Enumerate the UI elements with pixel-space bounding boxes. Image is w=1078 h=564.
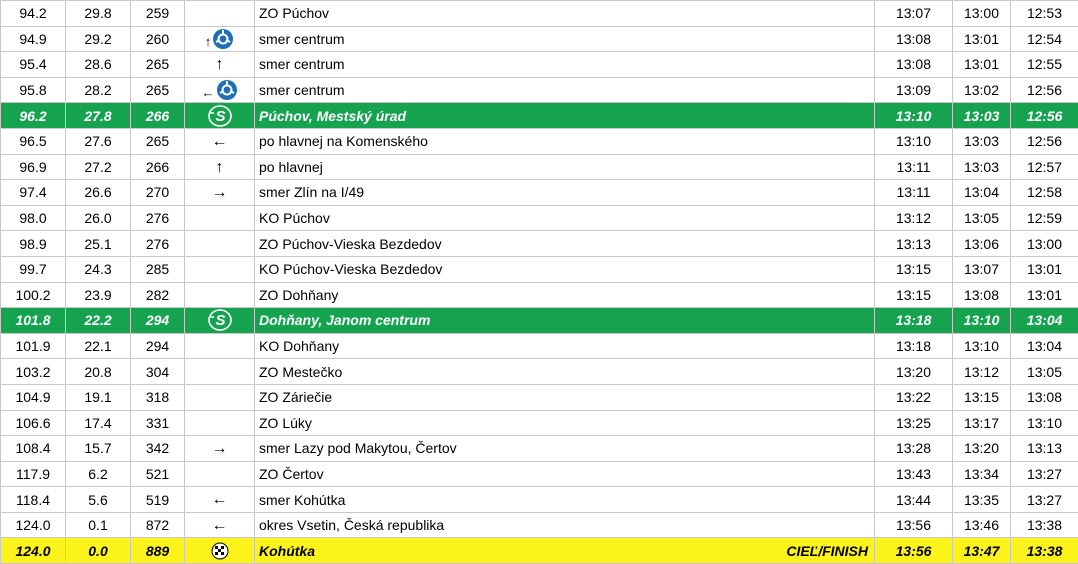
- km-cell: 95.4: [1, 52, 66, 78]
- description-text: ZO Lúky: [259, 415, 312, 431]
- description-cell: [255, 410, 875, 436]
- time-fast-cell: 13:22: [875, 384, 953, 410]
- time-slow-cell: 13:10: [1011, 410, 1078, 436]
- time-fast-cell: 13:08: [875, 26, 953, 52]
- time-fast-cell: 13:43: [875, 461, 953, 487]
- time-slow-cell: 12:56: [1011, 103, 1078, 129]
- description-text: smer centrum: [259, 82, 345, 98]
- time-slow-cell: 13:04: [1011, 333, 1078, 359]
- km-cell: 94.9: [1, 26, 66, 52]
- roundabout-left-icon: ←: [202, 79, 238, 101]
- time-fast-cell: 13:56: [875, 512, 953, 538]
- time-fast-cell: 13:15: [875, 256, 953, 282]
- altitude-cell: 519: [131, 487, 185, 513]
- description-text: ZO Čertov: [259, 466, 324, 482]
- description-cell: [255, 26, 875, 52]
- km-cell: 100.2: [1, 282, 66, 308]
- finish-flag-icon: [211, 542, 229, 560]
- altitude-cell: 260: [131, 26, 185, 52]
- remaining-km-cell: 27.2: [66, 154, 131, 180]
- direction-cell: [185, 180, 255, 206]
- time-medium-cell: 13:20: [953, 436, 1011, 462]
- remaining-km-cell: 22.1: [66, 333, 131, 359]
- km-cell: 117.9: [1, 461, 66, 487]
- description-text: ZO Záriečie: [259, 389, 332, 405]
- arrow-left-icon: ←: [212, 491, 228, 508]
- description-cell: [255, 180, 875, 206]
- remaining-km-cell: 24.3: [66, 256, 131, 282]
- altitude-cell: 266: [131, 154, 185, 180]
- description-cell: [255, 282, 875, 308]
- table-row: [1, 205, 1078, 231]
- description-text: KO Dohňany: [259, 338, 339, 354]
- table-row: [1, 26, 1078, 52]
- direction-cell: [185, 487, 255, 513]
- direction-cell: [185, 282, 255, 308]
- remaining-km-cell: 6.2: [66, 461, 131, 487]
- description-text: smer Lazy pod Makytou, Čertov: [259, 440, 457, 456]
- altitude-cell: 276: [131, 231, 185, 257]
- time-fast-cell: 13:07: [875, 1, 953, 27]
- remaining-km-cell: 0.0: [66, 538, 131, 564]
- time-fast-cell: 13:15: [875, 282, 953, 308]
- km-cell: 118.4: [1, 487, 66, 513]
- time-fast-cell: 13:11: [875, 180, 953, 206]
- remaining-km-cell: 27.8: [66, 103, 131, 129]
- remaining-km-cell: 29.8: [66, 1, 131, 27]
- time-slow-cell: 13:38: [1011, 512, 1078, 538]
- description-cell: [255, 128, 875, 154]
- remaining-km-cell: 17.4: [66, 410, 131, 436]
- description-text: ZO Púchov-Vieska Bezdedov: [259, 236, 442, 252]
- description-cell: [255, 359, 875, 385]
- time-medium-cell: 13:03: [953, 103, 1011, 129]
- checkpoint-s-icon: [207, 105, 233, 127]
- description-text: smer Kohútka: [259, 492, 345, 508]
- time-medium-cell: 13:10: [953, 333, 1011, 359]
- description-text: Púchov, Mestský úrad: [259, 108, 406, 124]
- description-text: Dohňany, Janom centrum: [259, 312, 430, 328]
- km-cell: 104.9: [1, 384, 66, 410]
- altitude-cell: 266: [131, 103, 185, 129]
- time-slow-cell: 13:01: [1011, 256, 1078, 282]
- table-row: [1, 282, 1078, 308]
- time-fast-cell: 13:28: [875, 436, 953, 462]
- direction-cell: [185, 512, 255, 538]
- table-row: [1, 359, 1078, 385]
- altitude-cell: 270: [131, 180, 185, 206]
- altitude-cell: 265: [131, 52, 185, 78]
- remaining-km-cell: 26.6: [66, 180, 131, 206]
- time-slow-cell: 12:56: [1011, 128, 1078, 154]
- direction-cell: [185, 461, 255, 487]
- time-fast-cell: 13:18: [875, 333, 953, 359]
- remaining-km-cell: 0.1: [66, 512, 131, 538]
- direction-cell: [185, 1, 255, 27]
- time-fast-cell: 13:18: [875, 308, 953, 334]
- direction-cell: [185, 231, 255, 257]
- table-row: [1, 410, 1078, 436]
- altitude-cell: 318: [131, 384, 185, 410]
- remaining-km-cell: 26.0: [66, 205, 131, 231]
- time-medium-cell: 13:07: [953, 256, 1011, 282]
- remaining-km-cell: 5.6: [66, 487, 131, 513]
- altitude-cell: 872: [131, 512, 185, 538]
- altitude-cell: 521: [131, 461, 185, 487]
- time-slow-cell: 12:56: [1011, 77, 1078, 103]
- time-slow-cell: 13:08: [1011, 384, 1078, 410]
- time-slow-cell: 13:05: [1011, 359, 1078, 385]
- checkpoint-s-icon: [207, 309, 233, 331]
- description-text: Kohútka: [259, 543, 315, 559]
- table-row: [1, 180, 1078, 206]
- altitude-cell: 331: [131, 410, 185, 436]
- checkpoint-row: [1, 103, 1078, 129]
- description-text: KO Púchov-Vieska Bezdedov: [259, 261, 442, 277]
- description-cell: [255, 154, 875, 180]
- time-slow-cell: 12:57: [1011, 154, 1078, 180]
- table-row: [1, 512, 1078, 538]
- remaining-km-cell: 20.8: [66, 359, 131, 385]
- remaining-km-cell: 23.9: [66, 282, 131, 308]
- checkpoint-row: [1, 308, 1078, 334]
- table-row: [1, 436, 1078, 462]
- time-fast-cell: 13:09: [875, 77, 953, 103]
- arrow-up-icon: ↑: [216, 56, 224, 73]
- km-cell: 101.8: [1, 308, 66, 334]
- remaining-km-cell: 25.1: [66, 231, 131, 257]
- direction-cell: [185, 538, 255, 564]
- time-fast-cell: 13:11: [875, 154, 953, 180]
- time-slow-cell: 12:58: [1011, 180, 1078, 206]
- km-cell: 97.4: [1, 180, 66, 206]
- table-row: [1, 333, 1078, 359]
- finish-row: [1, 538, 1078, 564]
- km-cell: 94.2: [1, 1, 66, 27]
- table-row: [1, 1, 1078, 27]
- altitude-cell: 342: [131, 436, 185, 462]
- time-slow-cell: 13:27: [1011, 461, 1078, 487]
- direction-cell: [185, 77, 255, 103]
- time-fast-cell: 13:44: [875, 487, 953, 513]
- km-cell: 103.2: [1, 359, 66, 385]
- description-cell: [255, 487, 875, 513]
- time-fast-cell: 13:08: [875, 52, 953, 78]
- svg-text:S: S: [215, 108, 225, 125]
- arrow-right-icon: →: [212, 440, 228, 457]
- time-medium-cell: 13:06: [953, 231, 1011, 257]
- km-cell: 95.8: [1, 77, 66, 103]
- time-fast-cell: 13:56: [875, 538, 953, 564]
- remaining-km-cell: 29.2: [66, 26, 131, 52]
- description-cell: [255, 436, 875, 462]
- table-row: [1, 231, 1078, 257]
- direction-cell: [185, 359, 255, 385]
- km-cell: 96.5: [1, 128, 66, 154]
- table-row: [1, 384, 1078, 410]
- arrow-up-icon: ↑: [216, 159, 224, 176]
- description-text: smer Zlín na I/49: [259, 184, 364, 200]
- time-slow-cell: 12:54: [1011, 26, 1078, 52]
- altitude-cell: 259: [131, 1, 185, 27]
- time-medium-cell: 13:47: [953, 538, 1011, 564]
- description-text: ZO Púchov: [259, 5, 329, 21]
- direction-cell: [185, 384, 255, 410]
- km-cell: 101.9: [1, 333, 66, 359]
- description-text: smer centrum: [259, 56, 345, 72]
- description-cell: [255, 231, 875, 257]
- time-medium-cell: 13:00: [953, 1, 1011, 27]
- description-text: po hlavnej na Komenského: [259, 133, 428, 149]
- finish-label: CIEĽ/FINISH: [786, 543, 868, 559]
- svg-text:S: S: [215, 312, 225, 329]
- direction-cell: [185, 256, 255, 282]
- time-medium-cell: 13:08: [953, 282, 1011, 308]
- time-medium-cell: 13:12: [953, 359, 1011, 385]
- table-row: [1, 154, 1078, 180]
- arrow-right-icon: →: [212, 184, 228, 201]
- time-medium-cell: 13:15: [953, 384, 1011, 410]
- description-cell: [255, 256, 875, 282]
- time-slow-cell: 13:38: [1011, 538, 1078, 564]
- altitude-cell: 294: [131, 333, 185, 359]
- km-cell: 98.9: [1, 231, 66, 257]
- remaining-km-cell: 28.2: [66, 77, 131, 103]
- time-slow-cell: 13:27: [1011, 487, 1078, 513]
- km-cell: 96.2: [1, 103, 66, 129]
- table-row: [1, 487, 1078, 513]
- altitude-cell: 285: [131, 256, 185, 282]
- direction-cell: [185, 103, 255, 129]
- time-medium-cell: 13:34: [953, 461, 1011, 487]
- arrow-left-icon: ←: [212, 133, 228, 150]
- direction-cell: [185, 410, 255, 436]
- description-cell: [255, 512, 875, 538]
- time-medium-cell: 13:17: [953, 410, 1011, 436]
- direction-cell: [185, 436, 255, 462]
- time-slow-cell: 12:59: [1011, 205, 1078, 231]
- description-text: KO Púchov: [259, 210, 330, 226]
- direction-cell: [185, 154, 255, 180]
- table-row: [1, 256, 1078, 282]
- description-cell: [255, 461, 875, 487]
- time-medium-cell: 13:03: [953, 128, 1011, 154]
- remaining-km-cell: 15.7: [66, 436, 131, 462]
- description-cell: [255, 333, 875, 359]
- description-text: po hlavnej: [259, 159, 323, 175]
- time-medium-cell: 13:03: [953, 154, 1011, 180]
- roundabout-up-icon: ↑: [205, 28, 235, 50]
- time-slow-cell: 12:53: [1011, 1, 1078, 27]
- direction-cell: [185, 128, 255, 154]
- time-slow-cell: 13:01: [1011, 282, 1078, 308]
- direction-cell: [185, 52, 255, 78]
- table-row: [1, 461, 1078, 487]
- description-cell: [255, 308, 875, 334]
- time-fast-cell: 13:25: [875, 410, 953, 436]
- table-row: [1, 77, 1078, 103]
- description-cell: [255, 103, 875, 129]
- direction-cell: [185, 26, 255, 52]
- altitude-cell: 294: [131, 308, 185, 334]
- time-medium-cell: 13:05: [953, 205, 1011, 231]
- time-slow-cell: 13:00: [1011, 231, 1078, 257]
- description-cell: [255, 1, 875, 27]
- altitude-cell: 265: [131, 77, 185, 103]
- description-cell: [255, 77, 875, 103]
- description-cell: [255, 384, 875, 410]
- time-fast-cell: 13:12: [875, 205, 953, 231]
- remaining-km-cell: 22.2: [66, 308, 131, 334]
- altitude-cell: 304: [131, 359, 185, 385]
- km-cell: 98.0: [1, 205, 66, 231]
- route-table-body: [1, 1, 1078, 564]
- direction-cell: [185, 333, 255, 359]
- description-cell: [255, 538, 875, 564]
- remaining-km-cell: 27.6: [66, 128, 131, 154]
- time-slow-cell: 13:13: [1011, 436, 1078, 462]
- direction-cell: [185, 308, 255, 334]
- km-cell: 124.0: [1, 538, 66, 564]
- altitude-cell: 276: [131, 205, 185, 231]
- time-slow-cell: 13:04: [1011, 308, 1078, 334]
- time-slow-cell: 12:55: [1011, 52, 1078, 78]
- km-cell: 96.9: [1, 154, 66, 180]
- km-cell: 106.6: [1, 410, 66, 436]
- time-medium-cell: 13:04: [953, 180, 1011, 206]
- time-fast-cell: 13:20: [875, 359, 953, 385]
- km-cell: 124.0: [1, 512, 66, 538]
- altitude-cell: 282: [131, 282, 185, 308]
- remaining-km-cell: 28.6: [66, 52, 131, 78]
- description-cell: [255, 205, 875, 231]
- km-cell: 108.4: [1, 436, 66, 462]
- time-medium-cell: 13:10: [953, 308, 1011, 334]
- remaining-km-cell: 19.1: [66, 384, 131, 410]
- description-cell: [255, 52, 875, 78]
- description-text: ZO Mestečko: [259, 364, 342, 380]
- arrow-left-icon: ←: [212, 517, 228, 534]
- altitude-cell: 889: [131, 538, 185, 564]
- direction-cell: [185, 205, 255, 231]
- time-fast-cell: 13:10: [875, 103, 953, 129]
- time-medium-cell: 13:46: [953, 512, 1011, 538]
- time-fast-cell: 13:13: [875, 231, 953, 257]
- table-row: [1, 128, 1078, 154]
- time-medium-cell: 13:35: [953, 487, 1011, 513]
- altitude-cell: 265: [131, 128, 185, 154]
- time-fast-cell: 13:10: [875, 128, 953, 154]
- time-medium-cell: 13:01: [953, 52, 1011, 78]
- km-cell: 99.7: [1, 256, 66, 282]
- time-medium-cell: 13:02: [953, 77, 1011, 103]
- description-text: ZO Dohňany: [259, 287, 338, 303]
- description-text: smer centrum: [259, 31, 345, 47]
- time-medium-cell: 13:01: [953, 26, 1011, 52]
- description-text: okres Vsetin, Česká republika: [259, 517, 444, 533]
- table-row: [1, 52, 1078, 78]
